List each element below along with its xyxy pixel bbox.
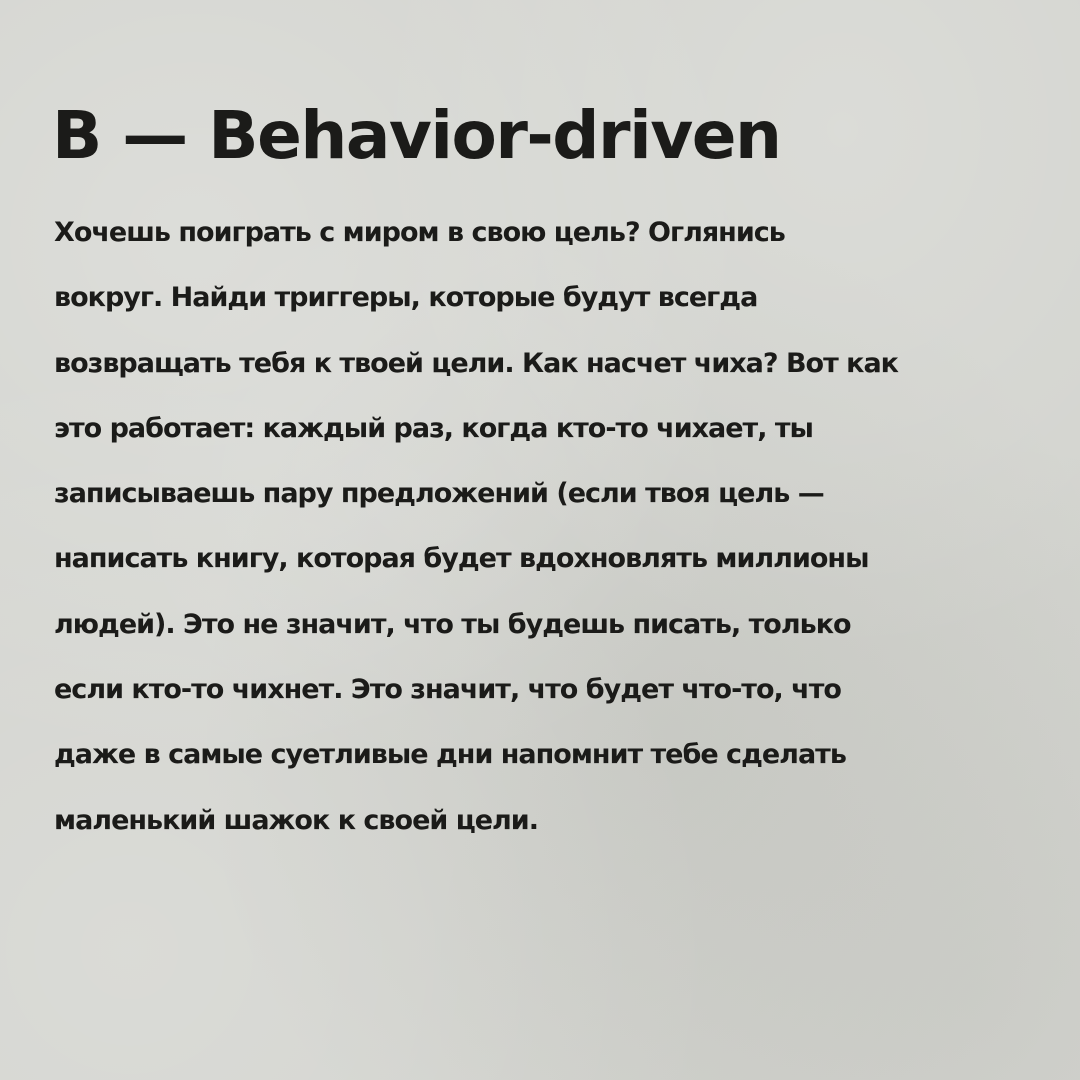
body-line: людей). Это не значит, что ты будешь писать, только <box>54 608 851 640</box>
body-line: это работает: каждый раз, когда кто-то чихает, ты <box>54 412 813 444</box>
body-line: маленький шажок к своей цели. <box>54 804 538 836</box>
body-line: даже в самые суетливые дни напомнит тебе сделать <box>54 739 846 771</box>
body-line: Хочешь поиграть с миром в свою цель? Оглянись <box>54 217 785 248</box>
body-paragraph <box>54 207 1039 860</box>
body-line: написать книгу, которая будет вдохновлять миллионы <box>54 543 869 575</box>
body-line: если кто-то чихнет. Это значит, что будет что-то, что <box>54 674 841 706</box>
body-line: вокруг. Найди триггеры, которые будут всегда <box>54 282 758 314</box>
body-line: записываешь пару предложений (если твоя цель — <box>54 478 824 510</box>
body-line: возвращать тебя к твоей цели. Как насчет чиха? Вот как <box>54 347 899 379</box>
slide-title: B — Behavior-driven <box>52 97 781 174</box>
